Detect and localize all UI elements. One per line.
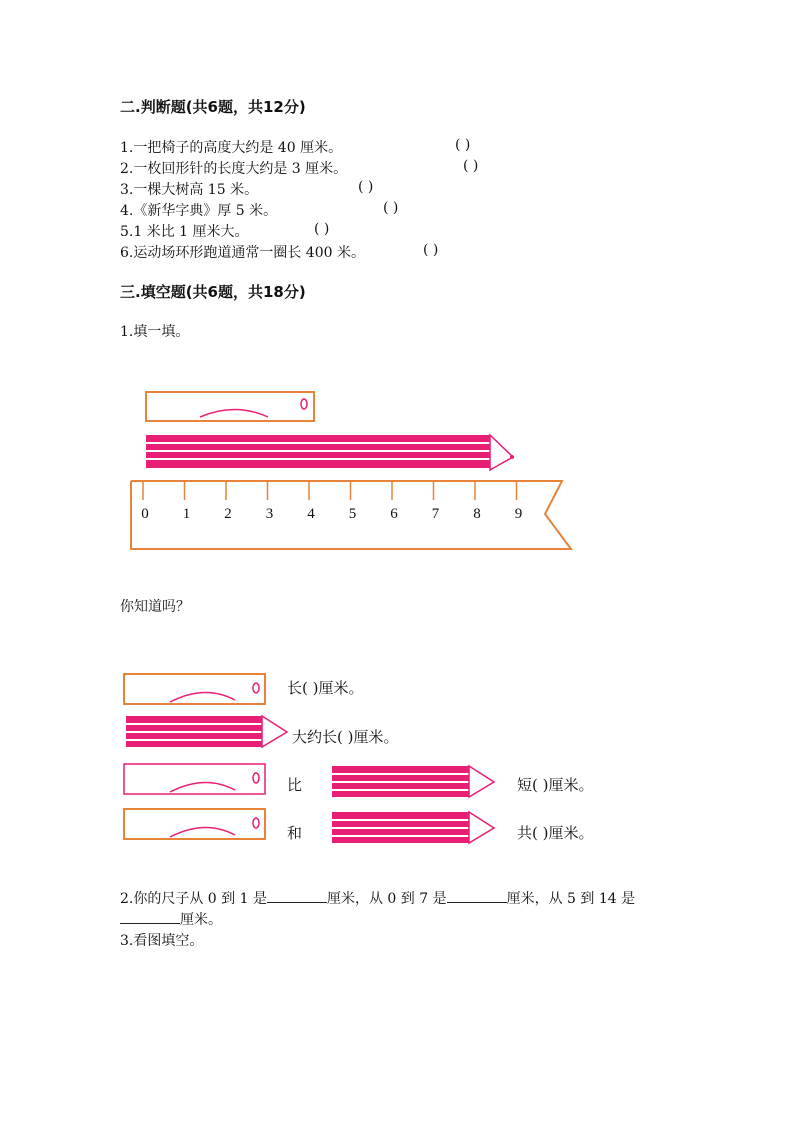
ruler-label-1: 1	[182, 506, 191, 522]
row2-label: 大约长( )厘米。	[292, 728, 399, 746]
row1-label: 长( )厘米。	[287, 679, 364, 697]
row3-compare-word: 比	[287, 776, 303, 794]
row4-eraser	[124, 809, 265, 839]
eraser-shape	[146, 392, 314, 421]
question-3-label: 3.看图填空。	[120, 933, 204, 949]
judge-answer-4[interactable]: ( )	[383, 200, 399, 216]
row3-pencil	[332, 766, 494, 797]
row2-pencil	[126, 716, 287, 747]
q2-part-c: 厘米，从 5 到 14 是	[506, 891, 636, 907]
row4-pencil	[332, 812, 494, 843]
section2-title: 二.判断题(共6题，共12分)	[120, 98, 306, 116]
did-you-know: 你知道吗？	[120, 599, 190, 615]
ruler-figure	[0, 0, 794, 560]
judge-answer-2[interactable]: ( )	[463, 158, 479, 174]
question-1-label: 1.填一填。	[120, 324, 190, 340]
q2-part-d: 厘米。	[180, 912, 222, 928]
ruler-label-5: 5	[348, 506, 357, 522]
question-2-line1	[120, 888, 635, 908]
judge-item-6: 6.运动场环形跑道通常一圈长 400 米。	[120, 245, 365, 261]
ruler-label-8: 8	[473, 506, 481, 522]
row4-compare-word: 和	[287, 824, 303, 842]
judge-item-2: 2.一枚回形针的长度大约是 3 厘米。	[120, 161, 348, 177]
q2-blank-2[interactable]	[447, 888, 507, 903]
q2-part-b: 厘米，从 0 到 7 是	[326, 891, 447, 907]
ruler-label-7: 7	[431, 506, 440, 522]
q2-blank-1[interactable]	[267, 888, 327, 903]
judge-item-3: 3.一棵大树高 15 米。	[120, 182, 259, 198]
ruler-label-6: 6	[390, 506, 398, 522]
ruler-label-4: 4	[307, 506, 315, 522]
pencil-shape	[146, 435, 514, 470]
section3-title: 三.填空题(共6题，共18分)	[120, 283, 306, 301]
judge-item-1: 1.一把椅子的高度大约是 40 厘米。	[120, 140, 343, 156]
ruler-label-3: 3	[265, 506, 274, 522]
compare-figure	[0, 660, 794, 850]
judge-answer-6[interactable]: ( )	[423, 242, 439, 258]
row1-eraser	[124, 674, 265, 704]
judge-item-5: 5.1 米比 1 厘米大。	[120, 224, 249, 240]
judge-answer-3[interactable]: ( )	[358, 179, 374, 195]
ruler-label-9: 9	[514, 506, 523, 522]
judge-answer-1[interactable]: ( )	[455, 137, 471, 153]
row3-eraser	[124, 764, 265, 794]
question-2-line2	[120, 909, 222, 929]
row3-label: 短( )厘米。	[517, 776, 594, 794]
ruler-label-0: 0	[141, 506, 149, 522]
ruler-label-2: 2	[224, 506, 232, 522]
judge-item-4: 4.《新华字典》厚 5 米。	[120, 203, 278, 219]
q2-part-a: 2.你的尺子从 0 到 1 是	[120, 891, 267, 907]
judge-answer-5[interactable]: ( )	[314, 221, 330, 237]
row4-label: 共( )厘米。	[517, 824, 594, 842]
q2-blank-3[interactable]	[120, 909, 180, 924]
